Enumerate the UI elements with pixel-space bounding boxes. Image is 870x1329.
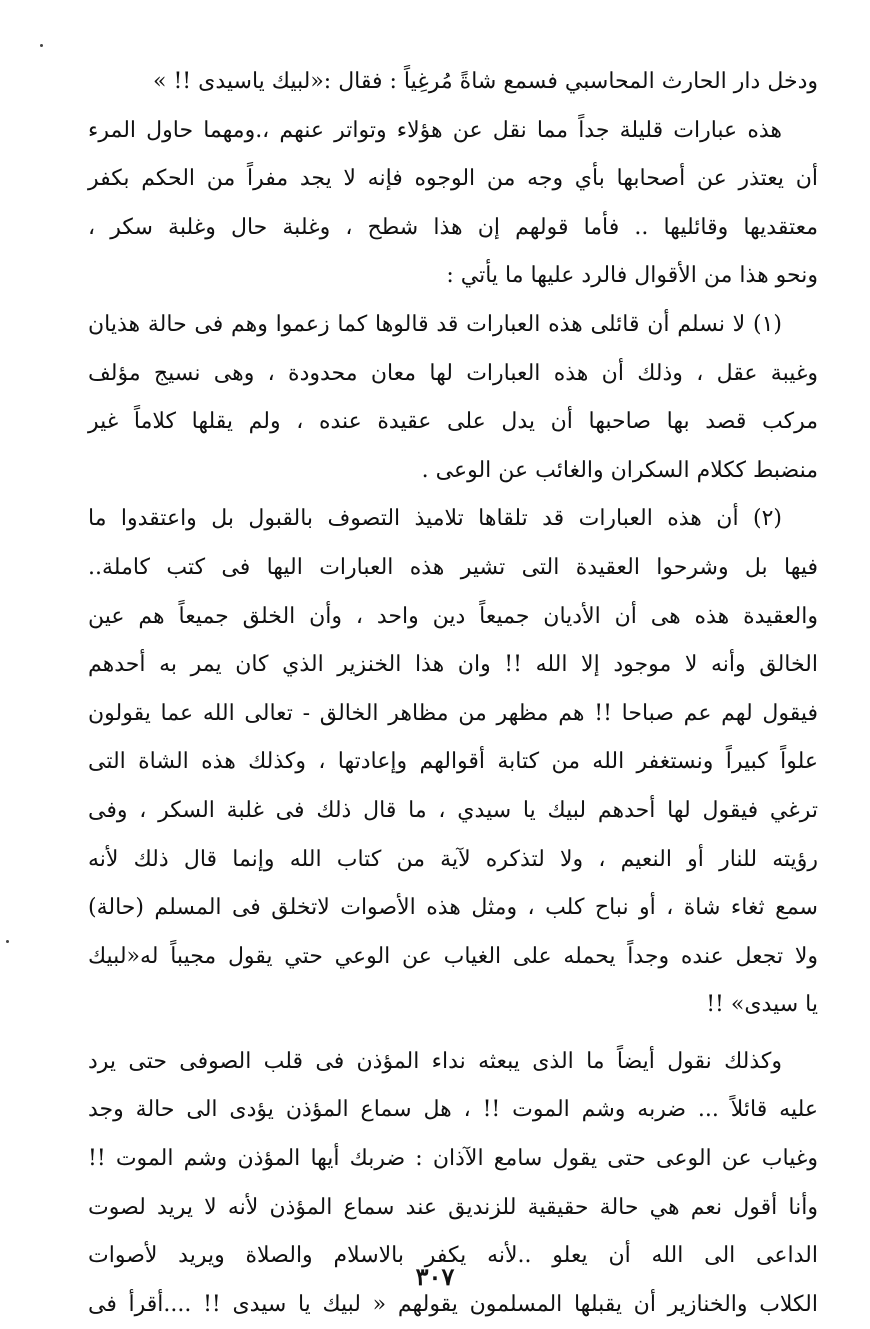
scan-speck: [40, 44, 43, 47]
page-number: ٣٠٧: [415, 1262, 455, 1291]
text-line: أن يعتذر عن أصحابها بأي وجه من الوجوه فإنه لا يجد مفراً من الحكم بكفر: [88, 166, 818, 192]
text-line: وأنا أقول نعم هي حالة حقيقية للزنديق عند سماع المؤذن لأنه لا يريد لصوت: [88, 1194, 818, 1220]
text-line: علواً كبيراً ونستغفر الله من كتابة أقوالهم وإعادتها ، وكذلك هذه الشاة التى: [88, 749, 818, 775]
paragraph-gap: [88, 1030, 818, 1038]
text-line: (١) لا نسلم أن قائلى هذه العبارات قد قالوها كما زعموا وهم فى حالة هذيان: [88, 311, 782, 337]
text-line: هذه عبارات قليلة جداً مما نقل عن هؤلاء وتواتر عنهم ،.ومهما حاول المرء: [88, 117, 782, 143]
text-line: سمع ثغاء شاة ، أو نباح كلب ، ومثل هذه الأصوات لاتخلق فى المسلم (حالة): [88, 895, 818, 921]
text-line: وغياب عن الوعى حتى يقول سامع الآذان : ضربك أيها المؤذن وشم الموت !!: [88, 1146, 818, 1172]
text-line: مركب قصد بها صاحبها أن يدل على عقيدة عنده ، ولم يقلها كلاماً غير: [88, 409, 818, 435]
text-line: وكذلك نقول أيضاً ما الذى يبعثه نداء المؤذن فى قلب الصوفى حتى يرد: [88, 1048, 782, 1074]
text-line: معتقديها وقائليها .. فأما قولهم إن هذا شطح ، وغلبة حال وغلبة سكر ،: [88, 214, 818, 240]
text-line: (٢) أن هذه العبارات قد تلقاها تلاميذ التصوف بالقبول بل واعتقدوا ما: [88, 506, 782, 532]
body-text: [88, 58, 818, 1329]
text-line: فيها بل وشرحوا العقيدة التى تشير هذه العبارات اليها فى كتب كاملة..: [88, 554, 818, 580]
text-line: الخالق وأنه لا موجود إلا الله !! وان هذا الخنزير الذي كان يمر به أحدهم: [88, 652, 818, 678]
text-line: ودخل دار الحارث المحاسبي فسمع شاةً مُرغِياً : فقال :«لبيك ياسيدى !! »: [153, 69, 818, 94]
text-line: رؤيته للنار أو النعيم ، ولا لتذكره لآية من كتاب الله وإنما قال ذلك لأنه: [88, 846, 818, 872]
scan-speck: [6, 940, 9, 943]
text-line: والعقيدة هذه هى أن الأديان جميعاً دين واحد ، وأن الخلق جميعاً هم عين: [88, 603, 818, 629]
text-line: فيقول لهم عم صباحا !! هم مظهر من مظاهر الخالق - تعالى الله عما يقولون: [88, 700, 818, 726]
text-line: يا سيدى» !!: [706, 992, 818, 1018]
text-line: عليه قائلاً ... ضربه وشم الموت !! ، هل سماع المؤذن يؤدى الى حالة وجد: [88, 1097, 818, 1123]
text-line: وغيبة عقل ، وذلك أن هذه العبارات لها معان محدودة ، وهى نسيج مؤلف: [88, 360, 818, 386]
text-line: منضبط ككلام السكران والغائب عن الوعى .: [421, 457, 818, 483]
text-line: الداعى الى الله أن يعلو ..لأنه يكفر بالاسلام والصلاة ويريد لأصوات: [88, 1243, 818, 1269]
text-line: الكلاب والخنازير أن يقبلها المسلمون يقولهم « لبيك يا سيدى !! ....أقرأ فى: [88, 1291, 818, 1317]
text-line: ترغي فيقول لها أحدهم لبيك يا سيدي ، ما قال ذلك فى غلبة السكر ، وفى: [88, 797, 818, 823]
text-line: ولا تجعل عنده وجداً يحمله على الغياب عن الوعي حتي يقول مجيباً له«لبيك: [88, 943, 818, 969]
text-line: ونحو هذا من الأقوال فالرد عليها ما يأتي :: [446, 263, 818, 289]
